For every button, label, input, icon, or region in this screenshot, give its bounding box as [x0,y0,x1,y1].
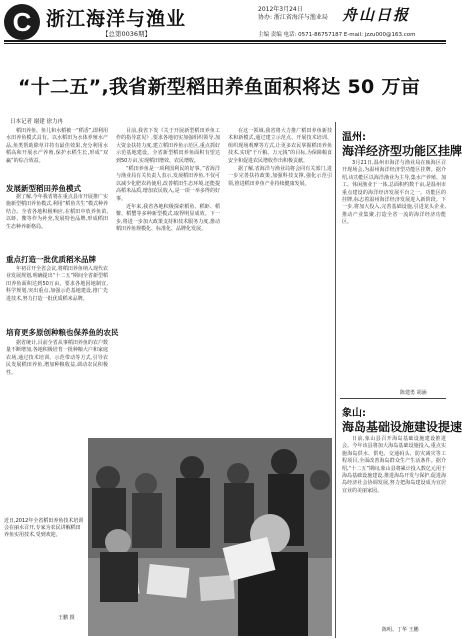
photo-illustration [88,438,332,636]
article-column-1b [6,194,108,250]
paragraph: 据省统计,目前全省从事稻田养鱼的农户数量不断增加,各地积极培育一批种粮大户和家庭农场,通过技术培训、示范带动等方式,引导农民发展稻田养鱼,增加种粮收益,调动农民积极性。 [6,340,108,376]
sidebar-story2-author: 陈明、丁华 王鹏 [382,627,419,633]
section-badge: C [4,4,40,40]
subhead-new-model: 发展新型稻田养鱼模式 [6,184,81,193]
sidebar-story2-title: 海岛基础设施建设提速 [342,420,462,434]
paragraph: 目前,我省下发《关于开展新型稻田养鱼工作的指导意见》,要求各地切实加强组织领导,加大资金扶持力度,建立稻田养鱼示范区,重点抓好示范基地建设。全省新型稻田养鱼面积有望达到50万亩,实现稻田增效、农民增收。 [116,128,220,164]
photo-credit: 王鹏 摄 [58,615,75,621]
article-column-2 [116,128,220,434]
paragraph: 3月21日,温州市海洋与渔业局在瓯海区召开现场会,为温州海洋经济型功能区挂牌。据介绍,该功能区以海洋渔业为主导,集水产养殖、加工、休闲渔业于一体,总面积约数千亩,是温州市重点建设的海洋经济发展平台之一。功能区的挂牌,标志着温州海洋经济发展进入新阶段。下一步,将加大投入,完善基础设施,引进龙头企业,推动产业集聚,打造全省一流的海洋经济功能区。 [342,160,446,226]
edition-number: 总第0036期 [108,30,145,38]
sidebar-story2-body [342,436,446,622]
paragraph: 近年来,我省各地积极探索稻鱼、稻虾、稻鳖、稻蟹等多种新型模式,取得明显成效。下一步,将进一步加大政策支持和技术服务力度,推动稻田养鱼规模化、标准化、品牌化发展。 [116,204,220,233]
date-line [258,6,328,22]
article-column-1d [6,340,108,436]
sidebar-story1-body [342,160,446,386]
article-column-1a [6,128,108,180]
sidebar-story2-title-place: 象山: [342,408,366,419]
issue-date: 2012年3月24日 [258,6,303,13]
sidebar-divider [335,122,336,638]
article-column-3 [228,128,332,434]
article-headline: “十二五”,我省新型稻田养鱼面积将达 50 万亩 [18,76,421,98]
edition-label: 【总第0036期】 [102,30,152,38]
masthead [0,0,450,46]
paragraph: 稻田养鱼、鱼儿和水稻被一“稻香”,即利用水田养鱼模式具有。以水稻田为水体养殖水产品,鱼类帮助除草并持有最佳效果,充分利用水稻高和开展水产养殖,保护水稻生长,形成“双赢”的综合效益。 [6,128,108,164]
subhead-rice-brand: 重点打造一批优质稻米品牌 [6,255,96,264]
masthead-rule-thin [4,43,446,44]
masthead-rule [4,40,446,42]
subhead-cultivate-farmers: 培育更多原创种粮也保养鱼的农民 [6,328,119,337]
paragraph: 在这一领域,我省将大力推广稻田养鱼新技术和新模式,通过建立示范点、开展技术培训、组织现场观摩等方式,让更多农民掌握稻田养鱼技术,实现“千斤粮、万元钱”的目标,为保障粮食安全和促进农民增收作出积极贡献。 [228,128,332,164]
co-organizer: 协办: 浙江省海洋与渔业局 [258,14,328,21]
article-column-1c [6,266,108,324]
sidebar-story1-title-place: 温州: [342,132,366,143]
section-title: 浙江海洋与渔业 [46,8,187,30]
sidebar-separator [340,398,446,399]
paragraph: 据了解,省海洋与渔业局将会同有关部门,进一步完善扶持政策,加强科技支撑,强化示范引领,推进稻田养鱼产业持续健康发展。 [228,166,332,187]
sidebar-story1-title: 海洋经济型功能区挂牌 [342,144,462,158]
article-byline: 日本记者 谢建 徐力冉 [10,119,63,125]
paper-logo: 舟山日报 [342,6,411,24]
paragraph: “稻田养鱼是一项利国利民的好事。”省海洋与渔业局有关负责人表示,发展稻田养鱼,不仅可以减少化肥农药使用,改善稻田生态环境,还能提高稻米品质,增加农民收入,是一项一举多得的好事。 [116,166,220,202]
news-photo [88,438,332,636]
photo-caption: 近日,2012年全省稻田养鱼技术培训会在丽水召开,专家为农民讲解稻田养鱼实用技术,受到欢迎。 [4,518,84,539]
sidebar-story1-author: 陈建勇 胡涵 [400,390,427,396]
masthead-credits: 主编 责编 电话: 0571-86757187 E-mail: jzzu000@163.com [258,32,416,38]
paragraph: 日前,象山县召开海岛基础设施建设推进会。今年该县将加大海岛基础设施投入,重点实施海岛供水、供电、交通码头、防灾减灾等工程项目,全面改善海岛群众生产生活条件。据介绍,“十二五”期间,象山县将累计投入数亿元用于海岛基础设施建设,推进海岛开发与保护,促进海岛经济社会协调发展,努力把海岛建设成为宜居宜业的美丽家园。 [342,436,446,494]
paragraph: 年初召开全省会议,将稻田养鱼纳入现代农业发展规划,明确提出“十二五”期间全省新型稻田养鱼面积达到50万亩。要求各地因地制宜,科学规划,突出重点,加强示范基地建设,推广先进技术,努力打造一批优质稻米品牌。 [6,266,108,302]
paragraph: 据了解,今年我省将在重点县市开展推广实施新型稻田养鱼模式,利用“稻鱼共生”模式种养结合。全省各地积极响应,在稻田中放养鱼苗,以虾、鳖等作为补充,发展特色品牌,形成稻田生态种养新格局。 [6,194,108,230]
